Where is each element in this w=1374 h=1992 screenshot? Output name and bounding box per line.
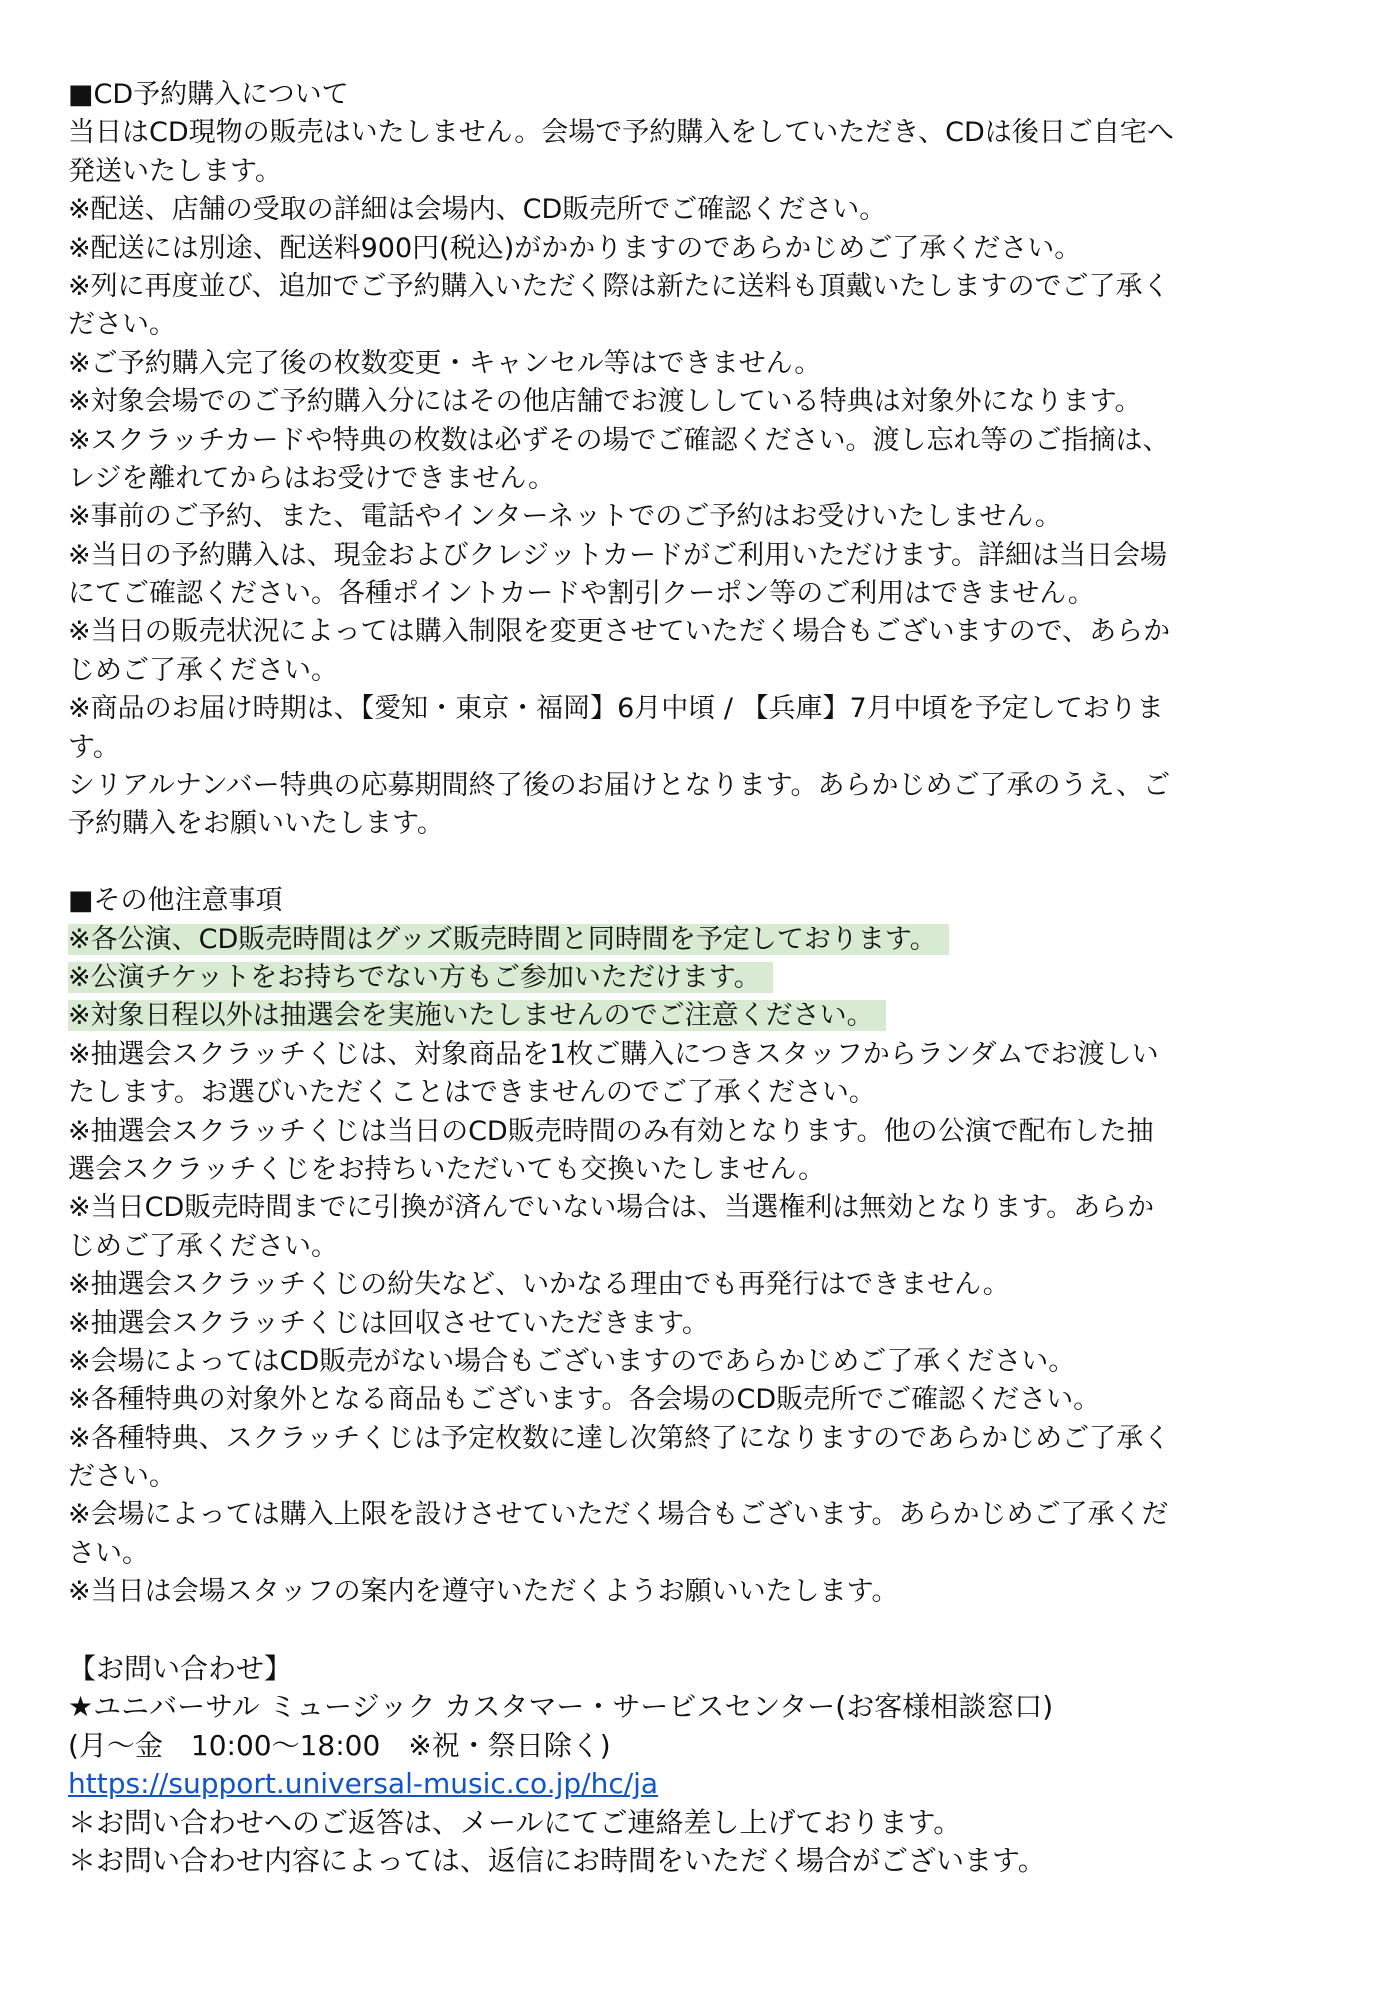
text-line: ※当日は会場スタッフの案内を遵守いただくようお願いいたします。 — [68, 1576, 899, 1608]
text-line: ※会場によってはCD販売がない場合もございますのであらかじめご了承ください。 — [68, 1345, 1076, 1377]
text-line: ※ご予約購入完了後の枚数変更・キャンセル等はできません。 — [68, 347, 822, 379]
text-line: ※各種特典の対象外となる商品もございます。各会場のCD販売所でご確認ください。 — [68, 1384, 1101, 1416]
text-line: ※当日の予約購入は、現金およびクレジットカードがご利用いただけます。詳細は当日会場 — [68, 539, 1167, 571]
text-line: 選会スクラッチくじをお持ちいただいても交換いたしません。 — [68, 1153, 826, 1185]
text-line: たします。お選びいただくことはできませんのでご了承ください。 — [68, 1077, 876, 1109]
text-line: じめご了承ください。 — [68, 654, 338, 686]
text-line: ※抽選会スクラッチくじの紛失など、いかなる理由でも再発行はできません。 — [68, 1269, 1010, 1301]
contact-note: ＊お問い合わせ内容によっては、返信にお時間をいただく場合がございます。 — [68, 1843, 1046, 1877]
contact-link-line — [68, 1765, 1308, 1803]
text-line: ※各種特典、スクラッチくじは予定枚数に達し次第終了になりますのであらかじめご了承く — [68, 1422, 1171, 1454]
text-line: ※商品のお届け時期は、【愛知・東京・福岡】6月中頃 / 【兵庫】7月中頃を予定しておりま — [68, 693, 1164, 725]
text-line: ださい。 — [68, 309, 176, 341]
text-line: ※対象会場でのご予約購入分にはその他店舗でお渡ししている特典は対象外になります。 — [68, 386, 1142, 418]
text-line: ※当日CD販売時間までに引換が済んでいない場合は、当選権利は無効となります。あらか — [68, 1192, 1155, 1224]
spacer — [68, 844, 1308, 882]
document-body — [68, 76, 1308, 1880]
text-line: ※抽選会スクラッチくじは、対象商品を1枚ご購入につきスタッフからランダムでお渡しい — [68, 1038, 1159, 1070]
text-line: す。 — [68, 731, 120, 763]
text-line: ※列に再度並び、追加でご予約購入いただく際は新たに送料も頂戴いたしますのでご了承く — [68, 270, 1170, 302]
text-line: さい。 — [68, 1537, 149, 1569]
highlighted-text: ※公演チケットをお持ちでない方もご参加いただけます。 — [68, 962, 773, 993]
text-line: 発送いたします。 — [68, 155, 282, 187]
text-line: ※当日の販売状況によっては購入制限を変更させていただく場合もございますので、あらか — [68, 616, 1171, 648]
section-heading: ■その他注意事項 — [68, 885, 283, 917]
text-line: シリアルナンバー特典の応募期間終了後のお届けとなります。あらかじめご了承のうえ、ご — [68, 770, 1171, 802]
highlighted-line — [68, 997, 1308, 1035]
highlighted-text: ※各公演、CD販売時間はグッズ販売時間と同時間を予定しております。 — [68, 924, 949, 955]
section-cd-reservation — [68, 76, 1308, 844]
text-line: ※スクラッチカードや特典の枚数は必ずその場でご確認ください。渡し忘れ等のご指摘は、 — [68, 424, 1170, 456]
text-line: ※配送には別途、配送料900円(税込)がかかりますのであらかじめご了承ください。 — [68, 232, 1082, 264]
highlighted-line — [68, 959, 1308, 997]
contact-note: ＊お問い合わせへのご返答は、メールにてご連絡差し上げております。 — [68, 1805, 962, 1839]
highlighted-line — [68, 921, 1308, 959]
section-other-notes — [68, 882, 1308, 1611]
text-line: レジを離れてからはお受けできません。 — [68, 462, 555, 494]
spacer — [68, 1612, 1308, 1650]
text-line: 当日はCD現物の販売はいたしません。会場で予約購入をしていただき、CDは後日ご自宅へ — [68, 117, 1174, 149]
contact-center-name: ★ユニバーサル ミュージック カスタマー・サービスセンター(お客様相談窓口) — [68, 1690, 1054, 1724]
text-line: じめご了承ください。 — [68, 1230, 338, 1262]
text-line: ださい。 — [68, 1461, 176, 1493]
contact-heading: 【お問い合わせ】 — [68, 1652, 293, 1686]
contact-hours: (月～金 10:00～18:00 ※祝・祭日除く) — [68, 1728, 611, 1762]
section-heading: ■CD予約購入について — [68, 79, 349, 110]
text-line: ※配送、店舗の受取の詳細は会場内、CD販売所でご確認ください。 — [68, 194, 887, 226]
text-line: ※事前のご予約、また、電話やインターネットでのご予約はお受けいたしません。 — [68, 501, 1062, 533]
text-line: ※抽選会スクラッチくじは当日のCD販売時間のみ有効となります。他の公演で配布した抽 — [68, 1115, 1154, 1147]
support-link[interactable]: https://support.universal-music.co.jp/hc/ja — [68, 1767, 659, 1801]
text-line: 予約購入をお願いいたします。 — [68, 808, 444, 840]
text-line: にてご確認ください。各種ポイントカードや割引クーポン等のご利用はできません。 — [68, 578, 1095, 610]
highlighted-text: ※対象日程以外は抽選会を実施いたしませんのでご注意ください。 — [68, 1000, 886, 1031]
text-line: ※会場によっては購入上限を設けさせていただく場合もございます。あらかじめご了承くだ — [68, 1499, 1169, 1531]
section-contact — [68, 1650, 1308, 1880]
text-line: ※抽選会スクラッチくじは回収させていただきます。 — [68, 1307, 709, 1339]
